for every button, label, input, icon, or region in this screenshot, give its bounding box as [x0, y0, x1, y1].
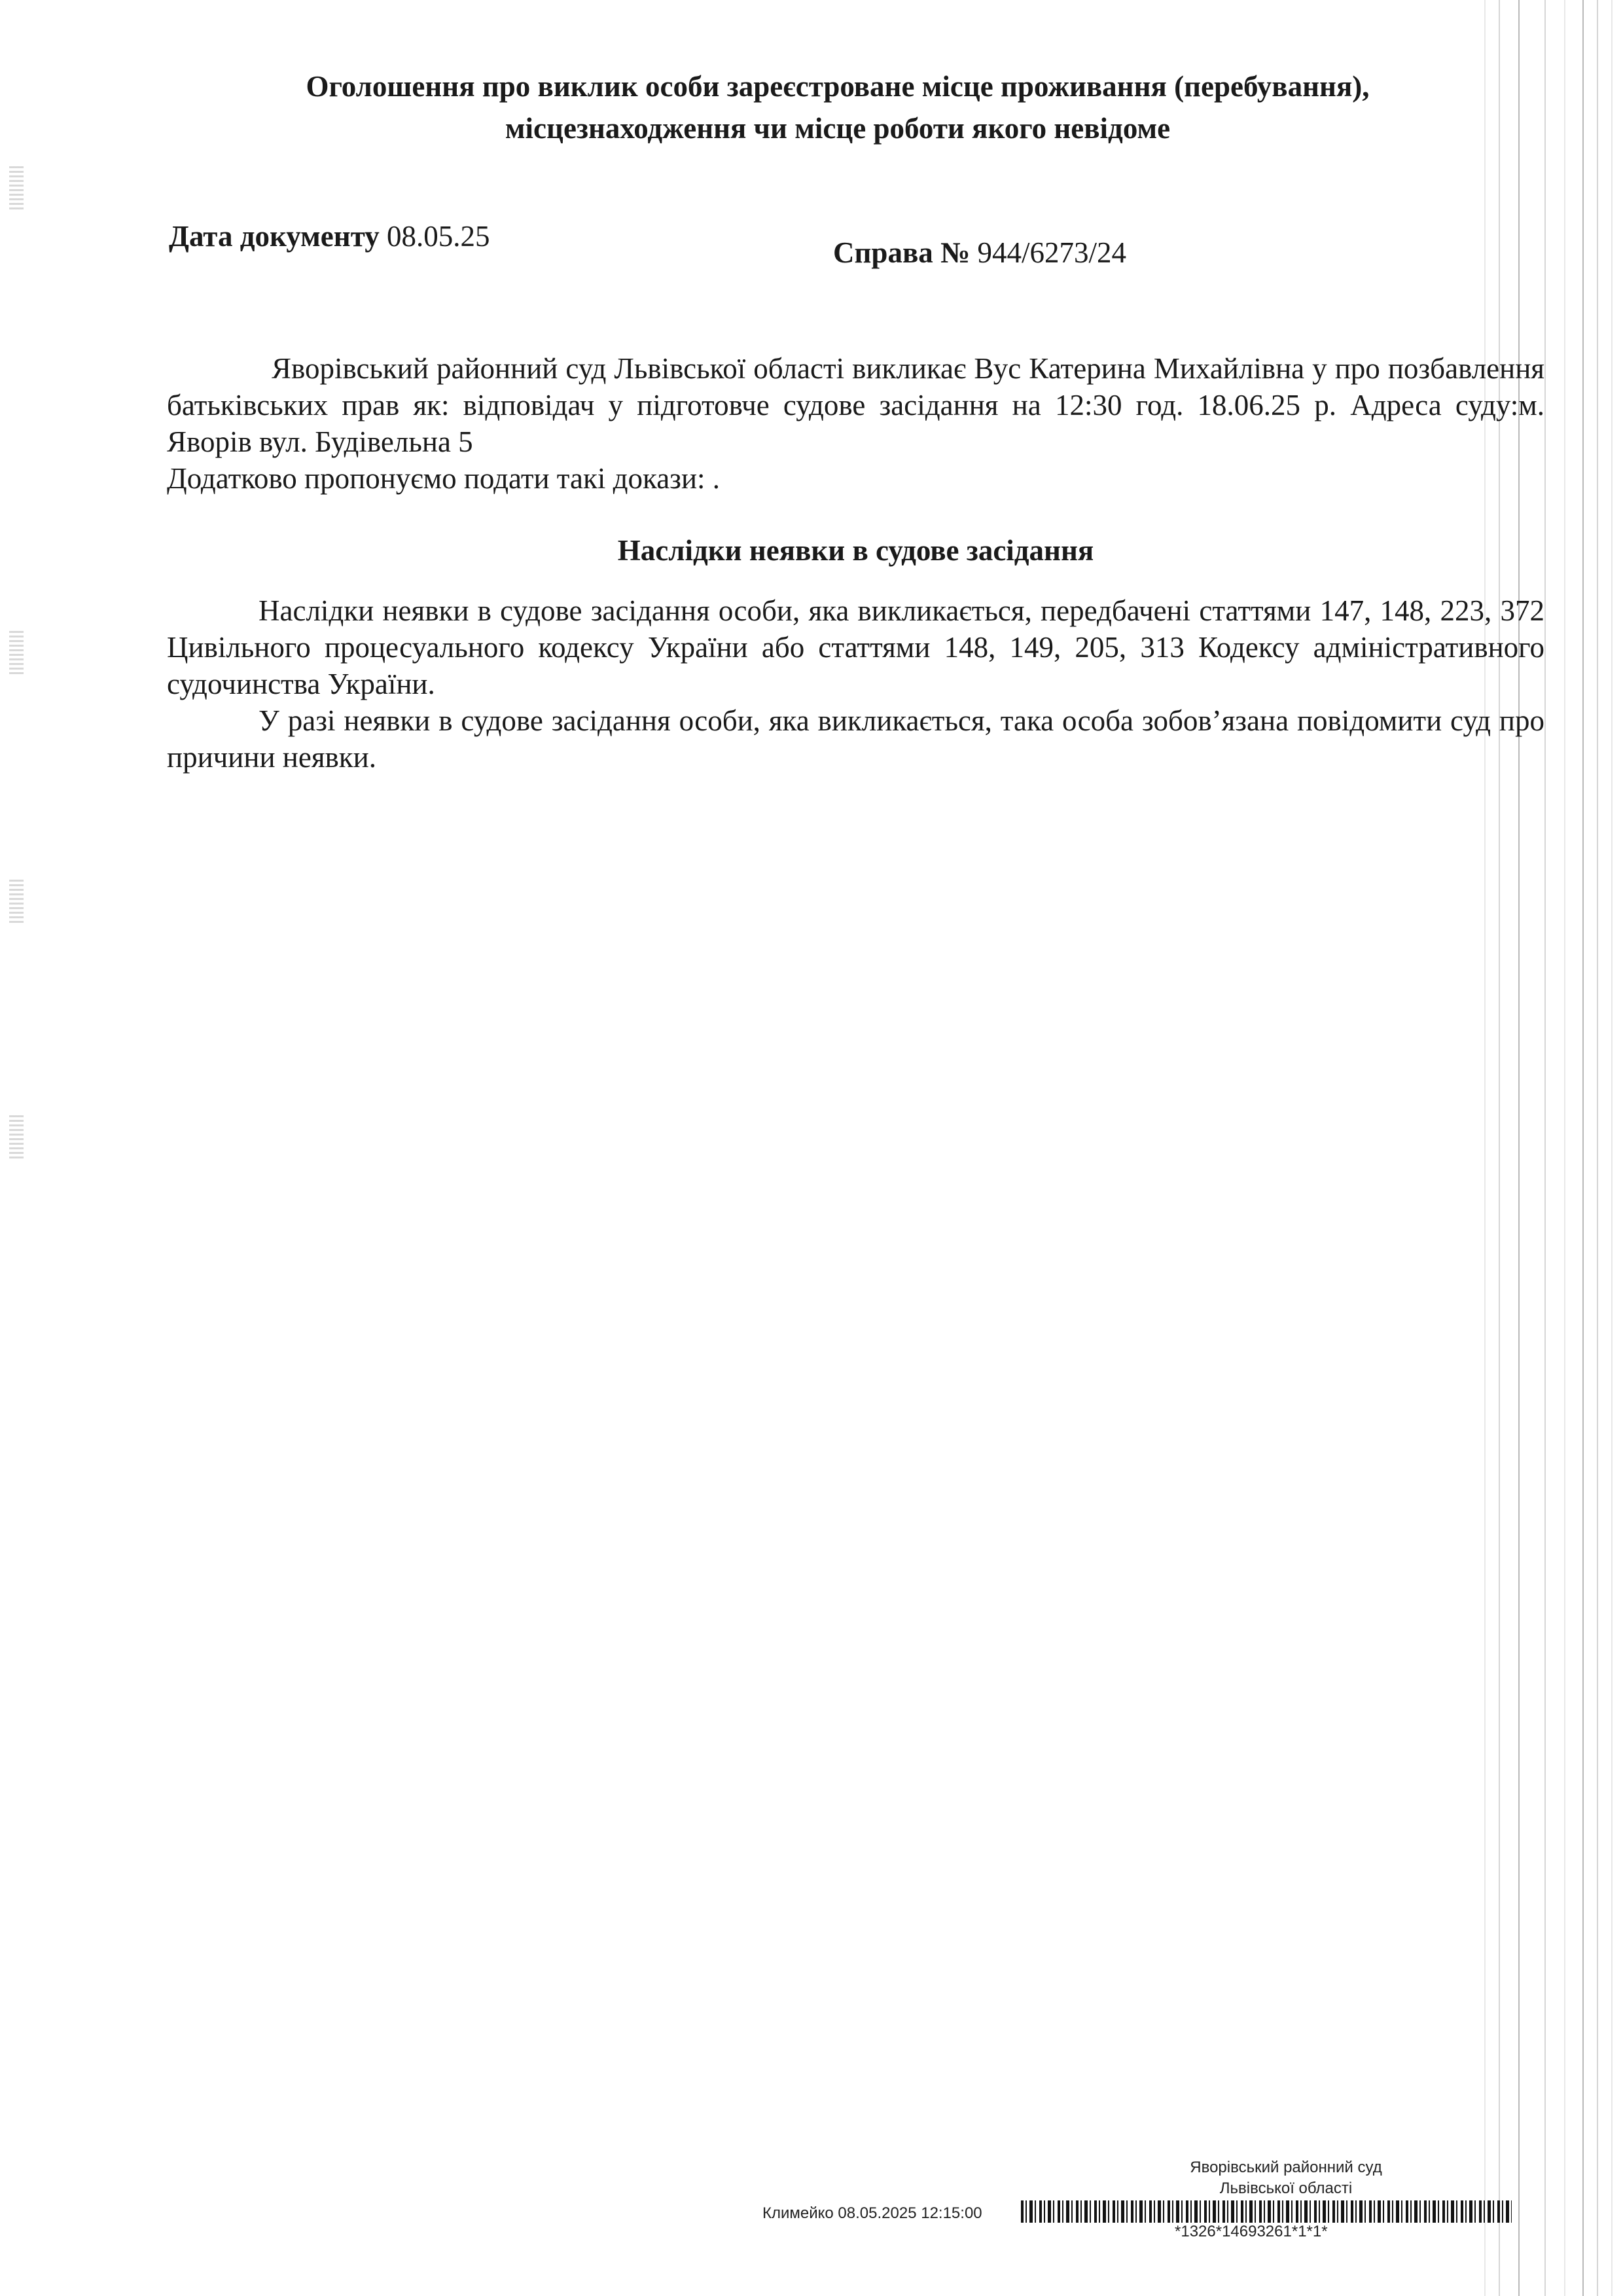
footer-court-line-1: Яворівський районний суд [1190, 2159, 1382, 2176]
scan-artifact [1564, 0, 1565, 2296]
case-label: Справа № [833, 236, 971, 269]
title-line-1: Оголошення про виклик особи зареєстроване місце проживання (перебування), [306, 70, 1370, 103]
date-value: 08.05.25 [386, 220, 490, 253]
summons-block [167, 350, 1544, 497]
footer-signature: Климейко 08.05.2025 12:15:00 [762, 2204, 982, 2222]
consequences-heading: Наслідки неявки в судове засідання [617, 534, 1094, 567]
consequences-block [167, 592, 1544, 776]
scan-artifact [1499, 0, 1500, 2296]
case-value: 944/6273/24 [977, 236, 1126, 269]
title-line-2: місцезнаходження чи місце роботи якого невідоме [505, 112, 1171, 145]
scan-edge-mark [9, 1113, 24, 1158]
date-label: Дата документу [169, 220, 380, 253]
scan-artifact [1582, 0, 1584, 2296]
consequences-paragraph-2: У разі неявки в судове засідання особи, яка викликається, така особа зобов’язана повідомити суд про причини неявки. [167, 704, 1544, 774]
scan-edge-mark [9, 877, 24, 923]
summons-paragraph: Яворівський районний суд Львівської області викликає Вус Катерина Михайлівна у про позбавлення батьківських прав як: відповідач у підготовче судове засідання на 12:30 год. 18.06.25 р. Адреса суду:м. Яворів вул. Будівельна 5 [167, 352, 1544, 458]
scan-edge-mark [9, 164, 24, 209]
scan-artifact [1518, 0, 1520, 2296]
scan-artifact [1597, 0, 1598, 2296]
case-number [833, 236, 1126, 270]
document-date [169, 219, 490, 253]
evidence-paragraph: Додатково пропонуємо подати такі докази: . [167, 462, 721, 495]
scan-artifact [1544, 0, 1546, 2296]
footer-court-stamp [1149, 2157, 1423, 2199]
scan-artifact [1484, 0, 1486, 2296]
footer-court-line-2: Львівської області [1219, 2179, 1353, 2197]
consequences-paragraph-1: Наслідки неявки в судове засідання особи, яка викликається, передбачені статтями 147, 148, 223, 372 Цивільного процесуального кодексу України або статтями 148, 149, 205, 313 Кодексу адміністративного судочинства України. [167, 594, 1544, 700]
scan-artifact [1611, 0, 1613, 2296]
document-title [216, 65, 1459, 149]
barcode [1021, 2200, 1512, 2223]
barcode-text: *1326*14693261*1*1* [1175, 2223, 1328, 2240]
scan-edge-mark [9, 628, 24, 674]
